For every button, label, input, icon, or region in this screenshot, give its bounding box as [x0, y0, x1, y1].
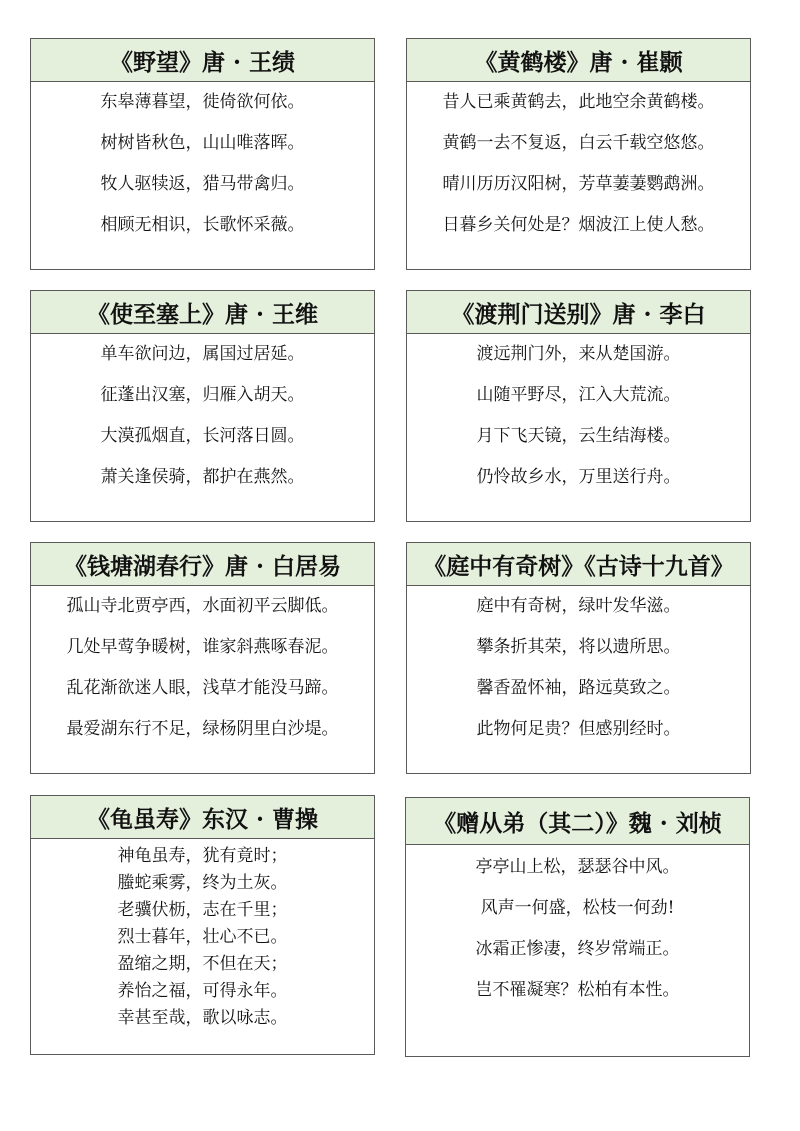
poem-title: 《渡荆门送别》唐 · 李白 — [407, 291, 750, 334]
poem-line: 日暮乡关何处是？烟波江上使人愁。 — [442, 215, 715, 235]
poem-card-yewang — [30, 38, 375, 270]
poem-line: 山随平野尽，江入大荒流。 — [476, 385, 681, 405]
poem-card-zengcongdi — [405, 797, 750, 1057]
poem-body — [31, 586, 374, 762]
poem-body — [31, 82, 374, 258]
poem-line: 螣蛇乘雾，终为土灰。 — [117, 873, 288, 893]
poem-card-shizhisaishang — [30, 290, 375, 522]
poem-line: 月下飞天镜，云生结海楼。 — [476, 426, 681, 446]
poem-line: 养怡之福，可得永年。 — [117, 981, 288, 1001]
poem-line: 盈缩之期，不但在天； — [117, 954, 288, 974]
poem-title: 《黄鹤楼》唐 · 崔颢 — [407, 39, 750, 82]
poem-line: 相顾无相识，长歌怀采薇。 — [100, 215, 305, 235]
poem-body — [406, 845, 749, 1023]
poem-body — [407, 82, 750, 258]
poem-line: 馨香盈怀袖，路远莫致之。 — [476, 678, 681, 698]
poem-title: 《龟虽寿》东汉 · 曹操 — [31, 796, 374, 839]
poem-title: 《庭中有奇树》《古诗十九首》 — [407, 543, 750, 586]
poem-line: 仍怜故乡水，万里送行舟。 — [476, 467, 681, 487]
poem-line: 烈士暮年，壮心不已。 — [117, 927, 288, 947]
poem-line: 乱花渐欲迷人眼，浅草才能没马蹄。 — [66, 678, 339, 698]
poem-card-tingzhongyouqishu — [406, 542, 751, 774]
poem-line: 岂不罹凝寒？松柏有本性。 — [475, 980, 680, 1000]
poem-line: 大漠孤烟直，长河落日圆。 — [100, 426, 305, 446]
poem-body — [31, 334, 374, 510]
poem-line: 单车欲问边，属国过居延。 — [100, 344, 305, 364]
poem-line: 此物何足贵？但感别经时。 — [476, 719, 681, 739]
poem-line: 风声一何盛，松枝一何劲! — [480, 898, 675, 918]
poem-card-guisuishou — [30, 795, 375, 1055]
poem-line: 幸甚至哉，歌以咏志。 — [117, 1008, 288, 1028]
poem-line: 几处早莺争暖树，谁家斜燕啄春泥。 — [66, 637, 339, 657]
poem-line: 晴川历历汉阳树，芳草萋萋鹦鹉洲。 — [442, 174, 715, 194]
poem-line: 昔人已乘黄鹤去，此地空余黄鹤楼。 — [442, 92, 715, 112]
poem-body — [407, 586, 750, 762]
poem-line: 牧人驱犊返，猎马带禽归。 — [100, 174, 305, 194]
poem-title: 《钱塘湖春行》唐 · 白居易 — [31, 543, 374, 586]
poem-title: 《使至塞上》唐 · 王维 — [31, 291, 374, 334]
poem-line: 东皋薄暮望，徙倚欲何依。 — [100, 92, 305, 112]
poem-line: 孤山寺北贾亭西，水面初平云脚低。 — [66, 596, 339, 616]
poem-line: 黄鹤一去不复返，白云千载空悠悠。 — [442, 133, 715, 153]
poem-line: 冰霜正惨凄，终岁常端正。 — [475, 939, 680, 959]
poem-body — [31, 839, 374, 1037]
poem-card-dujingmen — [406, 290, 751, 522]
poem-line: 树树皆秋色，山山唯落晖。 — [100, 133, 305, 153]
poem-body — [407, 334, 750, 510]
poem-card-qiantanghu — [30, 542, 375, 774]
poem-line: 最爱湖东行不足，绿杨阴里白沙堤。 — [66, 719, 339, 739]
poem-line: 萧关逢侯骑，都护在燕然。 — [100, 467, 305, 487]
poem-line: 攀条折其荣，将以遗所思。 — [476, 637, 681, 657]
poem-line: 神龟虽寿，犹有竟时； — [117, 846, 288, 866]
poem-line: 庭中有奇树，绿叶发华滋。 — [476, 596, 681, 616]
poem-line: 征蓬出汉塞，归雁入胡天。 — [100, 385, 305, 405]
poem-card-huanghelou — [406, 38, 751, 270]
poem-line: 渡远荆门外，来从楚国游。 — [476, 344, 681, 364]
poem-line: 老骥伏枥，志在千里； — [117, 900, 288, 920]
poem-title: 《赠从弟（其二）》魏 · 刘桢 — [406, 798, 749, 845]
poem-line: 亭亭山上松，瑟瑟谷中风。 — [475, 857, 680, 877]
poem-title: 《野望》唐 · 王绩 — [31, 39, 374, 82]
